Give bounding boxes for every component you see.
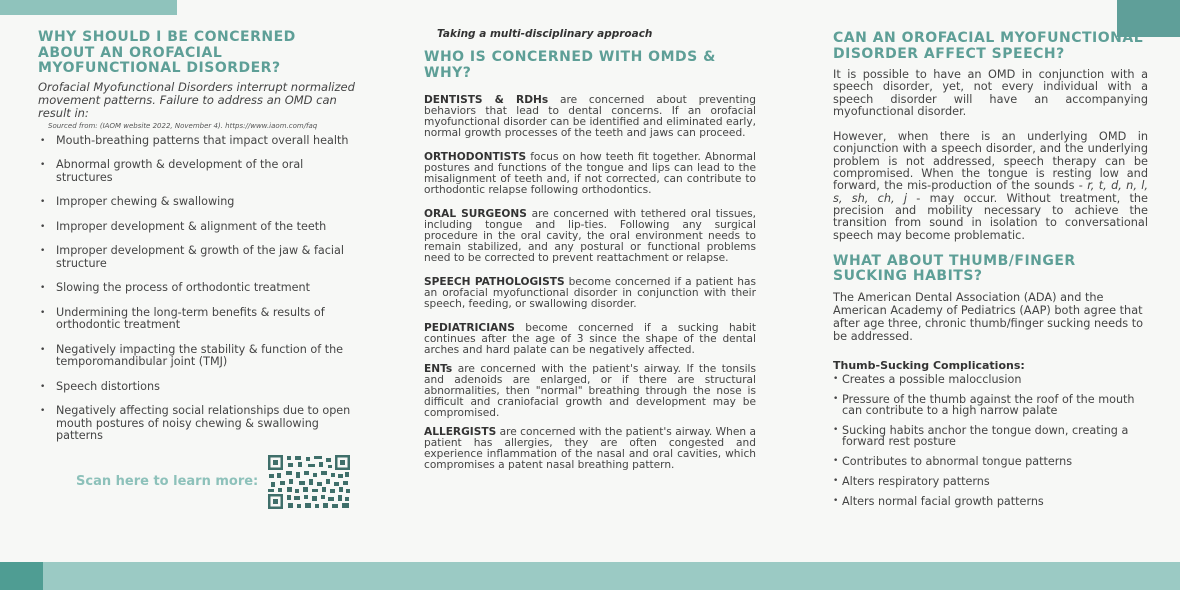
top-left-accent-bar bbox=[0, 0, 177, 15]
profession-name: DENTISTS & RDHs bbox=[424, 94, 549, 106]
speech-sounds: r, t, d, n, l, s, sh, ch, j bbox=[833, 179, 1148, 205]
concern-item: • Slowing the process of orthodontic treatment bbox=[38, 282, 356, 295]
profession-name: ENTs bbox=[424, 363, 453, 375]
profession-paragraph bbox=[424, 364, 756, 419]
complication-item: • Creates a possible malocclusion bbox=[833, 374, 1148, 385]
subtitle-multidisciplinary: Taking a multi-disciplinary approach bbox=[437, 28, 653, 40]
speech-heading: CAN AN OROFACIAL MYOFUNCTIONAL DISORDER AFFECT SPEECH? bbox=[833, 30, 1144, 62]
concern-item: • Speech distortions bbox=[38, 381, 356, 394]
profession-paragraph bbox=[424, 95, 756, 139]
scan-label: Scan here to learn more: bbox=[76, 474, 259, 489]
profession-name: PEDIATRICIANS bbox=[424, 322, 515, 334]
concern-item: • Abnormal growth & development of the oral structures bbox=[38, 159, 356, 184]
profession-text: are concerned with the patient's airway. When a patient has allergies, they are often congested and experience inflammation of the nasal and oral cavities, which compromises a patent nasal breathing pattern. bbox=[424, 426, 756, 471]
concern-item: • Negatively impacting the stability & function of the temporomandibular joint (TMJ) bbox=[38, 344, 356, 369]
profession-text: become concerned if a patient has an orofacial myofunctional disorder in conjunction with their speech, feeding, or swallowing disorder. bbox=[424, 276, 756, 310]
profession-paragraph bbox=[424, 209, 756, 264]
speech-text-a: However, when there is an underlying OMD in conjunction with a speech disorder, and the underlying problem is not addressed, speech therapy can be compromised. When the tongue is resting low and forward, the mis-production of the sounds - bbox=[833, 130, 1148, 193]
profession-paragraph bbox=[424, 427, 756, 471]
complications-list bbox=[833, 374, 1148, 507]
complication-item: • Contributes to abnormal tongue patterns bbox=[833, 456, 1148, 467]
complication-item: • Alters respiratory patterns bbox=[833, 476, 1148, 487]
complication-item: • Pressure of the thumb against the roof of the mouth can contribute to a high narrow palate bbox=[833, 394, 1148, 416]
thumb-heading: WHAT ABOUT THUMB/FINGER SUCKING HABITS? bbox=[833, 252, 1076, 285]
concern-item: • Undermining the long-term benefits & results of orthodontic treatment bbox=[38, 307, 356, 332]
profession-text: are concerned about preventing behaviors that lead to dental concerns. If an orofacial myofunctional disorder can be identified and eliminated early, normal growth processes of the teeth and jaws can proceed. bbox=[424, 94, 756, 139]
concern-item: • Improper development & growth of the jaw & facial structure bbox=[38, 245, 356, 270]
profession-paragraph bbox=[424, 152, 756, 196]
profession-paragraph bbox=[424, 323, 756, 356]
concern-list bbox=[38, 135, 356, 443]
complication-item: • Alters normal facial growth patterns bbox=[833, 496, 1148, 507]
speech-text-b: - may occur. Without treatment, the precision and mobility necessary to achieve the transition from sound in isolation to conversational speech may become problematic. bbox=[833, 191, 1148, 242]
profession-name: ALLERGISTS bbox=[424, 426, 497, 438]
profession-name: ORTHODONTISTS bbox=[424, 151, 527, 163]
source-citation: Sourced from: (IAOM website 2022, November 4). https://www.iaom.com/faq bbox=[48, 121, 318, 130]
profession-text: become concerned if a sucking habit continues after the age of 3 since the shape of the dental arches and hard palate can be negatively affected. bbox=[424, 322, 756, 356]
profession-text: are concerned with tethered oral tissues, including tongue and lip-ties. Following any surgical procedure in the oral cavity, the oral environment needs to remain stabilized, and any postural or functional problems need to be corrected to prevent reattachment or relapse. bbox=[424, 208, 757, 264]
panel-why-concerned bbox=[38, 30, 356, 509]
thumb-paragraph: The American Dental Association (ADA) and the American Academy of Pediatrics (AAP) both agree that after age three, chronic thumb/finger sucking needs to be addressed. bbox=[833, 290, 1144, 343]
concern-item: • Negatively affecting social relationships due to open mouth postures of noisy chewing & swallowing patterns bbox=[38, 405, 356, 443]
intro-text: Orofacial Myofunctional Disorders interrupt normalized movement patterns. Failure to address an OMD can result in: bbox=[38, 79, 355, 120]
who-concerned-heading: WHO IS CONCERNED WITH OMDS & WHY? bbox=[424, 49, 716, 81]
profession-text: focus on how teeth fit together. Abnormal postures and functions of the tongue and lips can lead to the misalignment of teeth and, if not corrected, can contribute to orthodontic relapse following orthodontics. bbox=[424, 151, 756, 196]
speech-paragraph: It is possible to have an OMD in conjunction with a speech disorder, yet, not every individual with a speech disorder will have an accompanying myofunctional disorder. bbox=[833, 68, 1148, 118]
profession-text: are concerned with the patient's airway. If the tonsils and adenoids are enlarged, or if there are structural abnormalities, then "normal" breathing through the nose is difficult and craniofacial growth and development may be compromised. bbox=[424, 363, 756, 419]
profession-name: ORAL SURGEONS bbox=[424, 208, 527, 220]
profession-paragraph bbox=[424, 277, 756, 310]
concern-item: • Mouth-breathing patterns that impact overall health bbox=[38, 135, 356, 148]
qr-code-icon[interactable] bbox=[268, 455, 350, 509]
complications-title: Thumb-Sucking Complications: bbox=[833, 358, 1025, 372]
panel-speech-thumb bbox=[833, 31, 1148, 516]
complication-item: • Sucking habits anchor the tongue down, creating a forward rest posture bbox=[833, 425, 1148, 447]
profession-name: SPEECH PATHOLOGISTS bbox=[424, 276, 565, 288]
scan-row bbox=[38, 455, 356, 509]
panel-who-concerned bbox=[424, 0, 756, 471]
concern-item: • Improper chewing & swallowing bbox=[38, 196, 356, 209]
why-concerned-heading: WHY SHOULD I BE CONCERNED ABOUT AN OROFACIAL MYOFUNCTIONAL DISORDER? bbox=[38, 29, 296, 76]
bottom-left-accent-square bbox=[0, 562, 43, 590]
bottom-accent-band bbox=[0, 562, 1180, 590]
speech-paragraph-2 bbox=[833, 131, 1148, 242]
concern-item: • Improper development & alignment of the teeth bbox=[38, 221, 356, 234]
